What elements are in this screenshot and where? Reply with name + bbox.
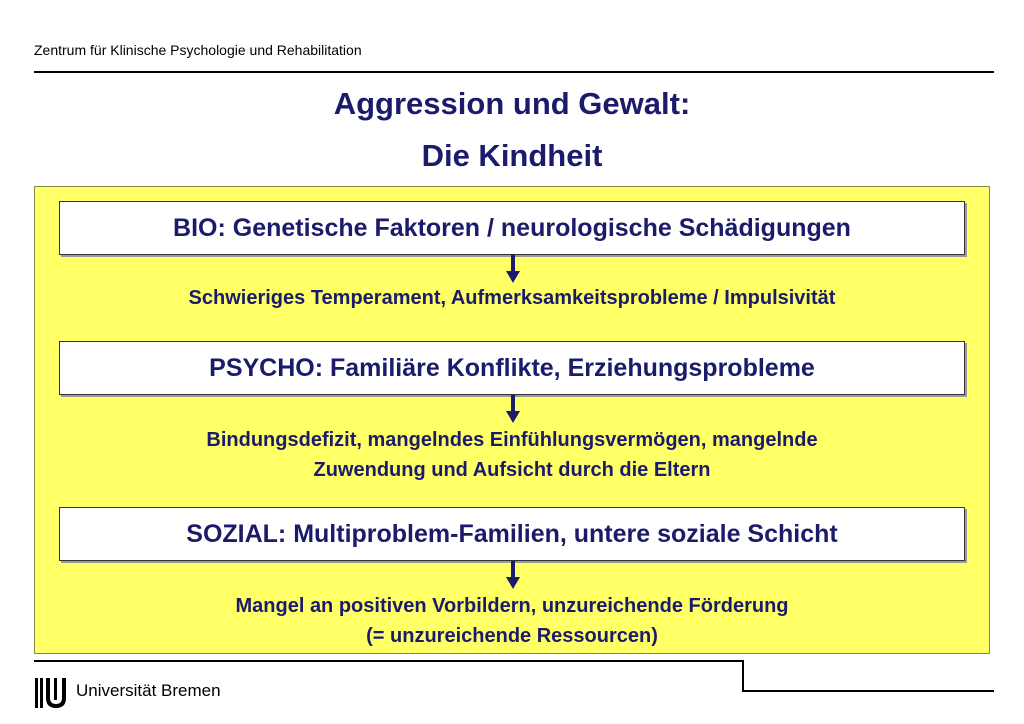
- consequence-bio: [35, 283, 989, 313]
- consequence-psycho: [35, 425, 989, 485]
- header-institution: Zentrum für Klinische Psychologie und Rehabilitation: [34, 42, 362, 58]
- level-box-bio: BIO: Genetische Faktoren / neurologische Schädigungen: [59, 201, 965, 255]
- consequence-line: Mangel an positiven Vorbildern, unzureichende Förderung: [235, 595, 789, 617]
- header-divider: [34, 71, 994, 73]
- footer-university: Universität Bremen: [76, 681, 221, 700]
- footer-divider-right: [742, 690, 994, 692]
- consequence-line: Bindungsdefizit, mangelndes Einfühlungsvermögen, mangelnde: [206, 429, 818, 451]
- university-bremen-logo-icon: [34, 676, 70, 710]
- consequence-line: (= unzureichende Ressourcen): [366, 625, 658, 647]
- slide-subtitle: Die Kindheit: [421, 138, 603, 173]
- footer-divider: [34, 660, 742, 662]
- consequence-line: Zuwendung und Aufsicht durch die Eltern: [313, 459, 711, 481]
- content-panel: [34, 186, 990, 654]
- slide-title: Aggression und Gewalt:: [333, 86, 691, 121]
- consequence-line: Schwieriges Temperament, Aufmerksamkeitsprobleme / Impulsivität: [188, 287, 836, 309]
- arrow-down-icon: [506, 395, 520, 423]
- level-box-sozial: SOZIAL: Multiproblem-Familien, untere soziale Schicht: [59, 507, 965, 561]
- footer-divider-step: [742, 660, 744, 692]
- arrow-down-icon: [506, 561, 520, 589]
- level-box-psycho: PSYCHO: Familiäre Konflikte, Erziehungsprobleme: [59, 341, 965, 395]
- arrow-down-icon: [506, 255, 520, 283]
- consequence-sozial: [35, 591, 989, 651]
